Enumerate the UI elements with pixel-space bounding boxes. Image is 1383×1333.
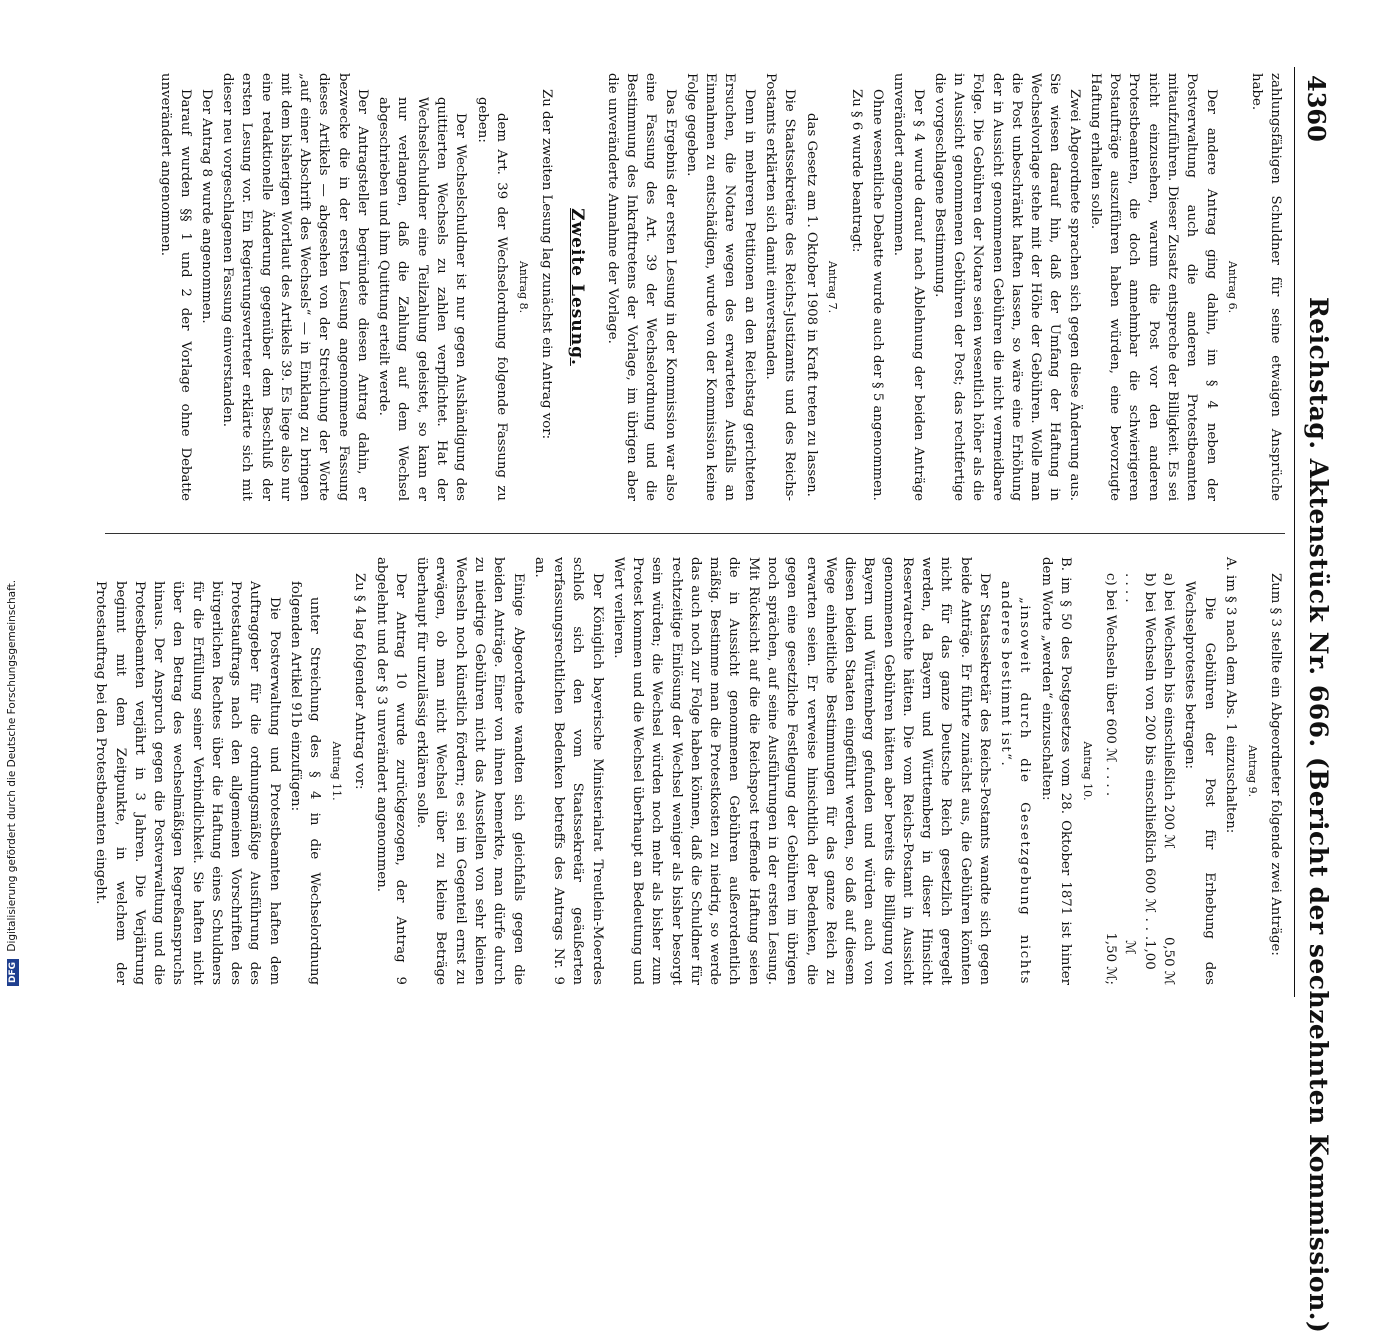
fee-row	[1159, 557, 1178, 985]
paragraph: Der Königlich bayerische Ministerialrat Treutlein-Moerdes schloß sich den vom Staatssekretär geäußerten verfassungsrechtlichen Bedenken betreffs des Antrags Nr. 9 an.	[531, 557, 605, 985]
column-divider	[105, 533, 1285, 534]
document-page	[77, 67, 1337, 1333]
motion-label: Antrag 9.	[1245, 744, 1259, 798]
paragraph: Der § 4 wurde darauf nach Ablehnung der beiden Anträge unverändert angenommen.	[891, 73, 926, 501]
motion-text: dem Art. 39 der Wechselordnung folgende Fassung zu geben:	[474, 97, 509, 501]
digitization-credit	[6, 0, 19, 986]
section-heading: Zweite Lesung.	[566, 208, 587, 366]
fee-label: c) bei Wechseln über 600 ℳ . . . .	[1103, 573, 1119, 797]
fee-value: 1,50 ℳ;	[1103, 932, 1119, 985]
paragraph: Der andere Antrag ging dahin, im § 4 neben der Postverwaltung auch die anderen Protestbeamten mitaufzuführen. Dieser Zusatz entspreche der Billigkeit. Es sei nicht einzusehen, warum die Post vor den anderen Protestbeamten, die doch annehmbar die schwierigeren Postaufträge auszuführen haben würden, eine bevorzugte Haftung erhalten solle.	[1087, 73, 1219, 501]
paragraph: Zu § 6 wurde beantragt:	[848, 89, 864, 253]
page-header	[1294, 67, 1337, 1333]
paragraph: Die Staatssekretäre des Reichs-Justizamts und des Reichs-Postamts erklärten sich damit einverstanden.	[763, 73, 798, 501]
motion-text: unter Streichung des § 4 in die Wechselordnung folgenden Artikel 91b einzufügen:	[287, 581, 323, 985]
paragraph: Zwei Abgeordnete sprachen sich gegen diese Änderung aus. Sie wiesen darauf hin, daß der Umfang der Haftung in Wechselvorlage stehe mit der Höhe der Gebühren. Wolle man die Post unbeschränkt haften lassen, so wäre eine Erhöhung der in Aussicht genommenen Gebühren die nicht vermeidbare Folge. Die Gebühren der Notare seien wesentlich höher als die in Aussicht genommenen Gebühren der Post; das rechtfertige die vorgeschlagene Bestimmung.	[931, 73, 1082, 501]
motion-text: A. im § 3 nach dem Abs. 1 einzuschalten:	[1222, 557, 1238, 834]
right-column	[89, 557, 1285, 985]
paragraph: zahlungsfähigen Schuldner für seine etwaigen Ansprüche habe.	[1248, 73, 1283, 501]
paragraph: Der Antrag 10 wurde zurückgezogen, der Antrag 9 abgelehnt und der § 3 unverändert angenommen.	[373, 557, 408, 985]
paragraph: Zum § 3 stellte ein Abgeordneter folgende zwei Anträge:	[1268, 573, 1283, 956]
paragraph: Das Ergebnis der ersten Lesung in der Kommission war also eine Fassung des Art. 39 der Wechselordnung und die Bestimmung des Inkrafttretens der Vorlage, im übrigen aber die unveränderte Annahme der Vorlage.	[604, 73, 678, 501]
motion-label: Antrag 8.	[516, 260, 530, 314]
fee-label: b) bei Wechseln von 200 bis einschließlich 600 ℳ . . . . . . .	[1122, 573, 1157, 941]
paragraph: Ohne wesentliche Debatte wurde auch der § 5 angenommen.	[870, 89, 886, 501]
fee-value: 0,50 ℳ	[1161, 936, 1176, 985]
motion-quote: Die Postverwaltung und Protestbeamten haften dem Auftraggeber für die ordnungsmäßige Ausführung des Protestauftrags nach den allgemeinen Vorschriften des bürgerlichen Rechtes über die Haftung eines Schuldners für die Erfüllung seiner Verbindlichkeit. Sie haften nicht über den Betrag des wechselmäßigen Regreßanspruchs hinaus. Der Anspruch gegen die Postverwaltung und die Protestbeamten verjährt in 3 Jahren. Die Verjährung beginnt mit dem Zeitpunkte, in welchem der Protestauftrag bei den Protestbeamten eingeht.	[93, 581, 282, 985]
motion-text: B. im § 50 des Postgesetzes vom 28. Oktober 1871 ist hinter dem Worte „werden“ einzuschalten:	[1038, 557, 1073, 985]
motion-label: Antrag 7.	[826, 260, 840, 314]
document-title: Reichstag. Aktenstück Nr. 666. (Bericht der sechzehnten Kommission.)	[1304, 297, 1333, 1333]
paragraph: Zu § 4 lag folgender Antrag vor:	[352, 573, 368, 790]
motion-text: das Gesetz am 1. Oktober 1908 in Kraft treten zu lassen.	[803, 113, 819, 497]
paragraph: Denn in mehreren Petitionen an den Reichstag gerichteten Ersuchen, die Notare wegen des erwarteten Ausfalls an Einnahmen zu entschädigen, wurde von der Kommission keine Folge gegeben.	[683, 73, 757, 501]
paragraph: Einige Abgeordnete wandten sich gleichfalls gegen die beiden Anträge. Einer von ihnen bemerkte, man dürfe durch zu niedrige Gebühren nicht das Ausstellen von sehr kleinen Wechseln noch künstlich fördern; es sei im Gegenteil ernst zu erwägen, ob man nicht Wechsel über zu kleine Beträge überhaupt für unzulässig erklären solle.	[414, 557, 526, 985]
motion-quote: „insoweit durch die Gesetzgebung nichts anderes bestimmt ist“.	[998, 581, 1033, 985]
paragraph: Zu der zweiten Lesung lag zunächst ein Antrag vor:	[538, 89, 554, 440]
dfg-logo: DFG	[7, 959, 19, 986]
fee-value: 1,00 ℳ	[1122, 940, 1157, 970]
motion-quote: Die Gebühren der Post für Erhebung des Wechselprotestes betragen:	[1182, 581, 1217, 985]
motion-label: Antrag 11.	[330, 741, 344, 801]
paragraph: Darauf wurden §§ 1 und 2 der Vorlage ohne Debatte unverändert angenommen.	[158, 73, 193, 501]
fee-label: a) bei Wechseln bis einschließlich 200 ℳ	[1161, 573, 1176, 849]
fee-row	[1101, 557, 1120, 985]
paragraph: Der Antrag 8 wurde angenommen.	[198, 89, 214, 324]
fee-row	[1120, 557, 1159, 985]
page-number: 4360	[1302, 75, 1331, 142]
motion-label: Antrag 10.	[1080, 741, 1094, 801]
left-column	[154, 73, 1285, 501]
motion-quote: Der Wechselschuldner ist nur gegen Aushändigung des quittierten Wechsels zu zahlen verpflichtet. Hat der Wechselschuldner eine Teilzahlung geleistet, so kann er nur verlangen, daß die Zahlung auf dem Wechsel abgeschrieben und ihm Quittung erteilt werde.	[376, 97, 469, 501]
paragraph: Der Antragsteller begründete diesen Antrag dahin, er bezwecke die in der ersten Lesung angenommene Fassung dieses Artikels — abgesehen von der Streichung der Worte „auf einer Abschrift des Wechsels“ — in Einklang zu bringen mit dem bisherigen Wortlaut des Artikels 39. Es liege also nur eine redaktionelle Änderung gegenüber dem Beschluß der ersten Lesung vor. Ein Regierungsvertreter erklärte sich mit dieser neu vorgeschlagenen Fassung einverstanden.	[220, 73, 370, 501]
motion-label: Antrag 6.	[1226, 260, 1240, 314]
credit-text: Digitalisierung gefördert durch die Deutsche Forschungsgemeinschaft.	[6, 579, 18, 952]
paragraph: Der Staatssekretär des Reichs-Postamts wandte sich gegen beide Anträge. Er führte zunächst aus, die Gebühren könnten nicht für das ganze Deutsche Reich gesetzlich geregelt werden, da Bayern und Württemberg in dieser Hinsicht Reservatrechte hätten. Die vom Reichs-Postamt in Aussicht genommenen Gebühren hätten aber bereits die Billigung von Bayern und Württemberg gefunden und würden auch von diesen beiden Staaten eingeführt werden, so daß auf diesem Wege einheitliche Bestimmungen für das ganze Reich zu erwarten seien. Er verweise hinsichtlich der Bedenken, die gegen eine gesetzliche Festlegung der Gebühren im übrigen noch sprächen, auf seine Ausführungen in der ersten Lesung. Mit Rücksicht auf die die Reichspost treffende Haftung seien die in Aussicht genommenen Gebühren außerordentlich mäßig. Bestimme man die Protestkosten zu niedrig, so werde das auch noch zur Folge haben können, daß die Schuldner für rechtzeitige Einlösung der Wechsel weniger als bisher besorgt sein würden; die Wechsel würden noch mehr als bisher zum Protest kommen und die Wechsel überhaupt an Bedeutung und Wert verlieren.	[610, 557, 992, 985]
